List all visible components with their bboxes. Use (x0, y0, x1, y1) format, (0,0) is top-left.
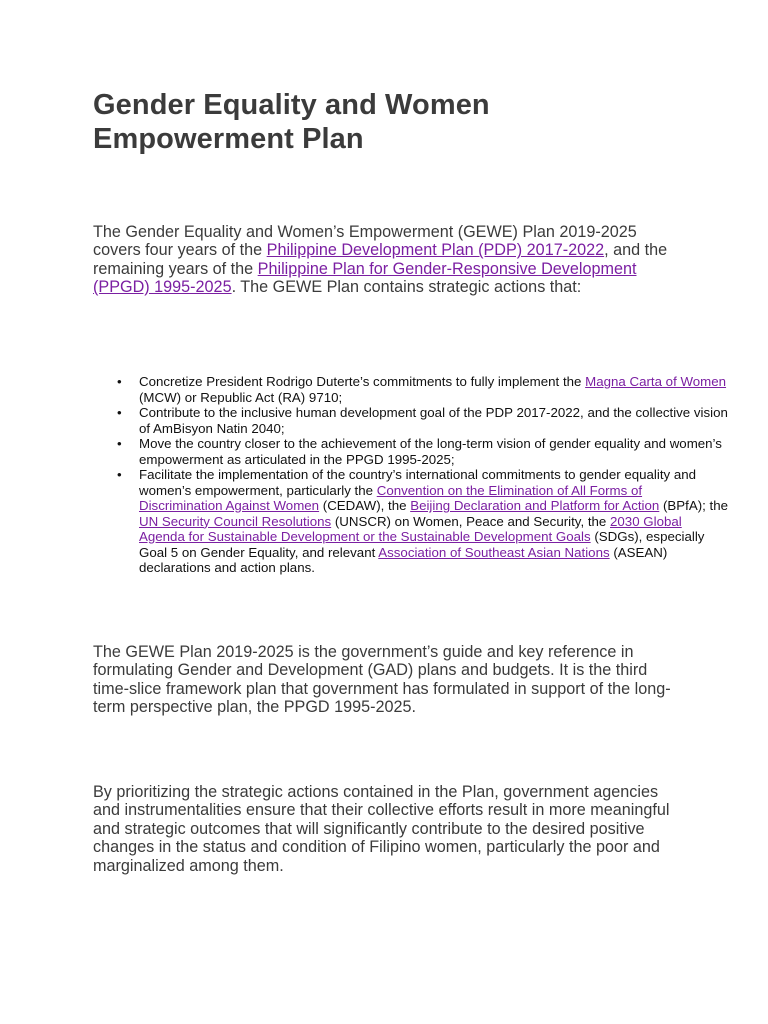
list-item (117, 467, 729, 576)
list-item (117, 436, 729, 467)
asean-link[interactable]: Association of Southeast Asian Nations (378, 544, 610, 560)
document-page (93, 88, 729, 875)
list-item-text: (SDGs), especially Goal 5 on Gender Equality, and relevant (139, 529, 705, 560)
pdp-link[interactable]: Philippine Development Plan (PDP) 2017-2022 (266, 241, 605, 260)
list-item-text: (ASEAN) declarations and action plans. (139, 544, 668, 575)
bullet-icon: • (117, 374, 122, 389)
prioritization-paragraph: By prioritizing the strategic actions contained in the Plan, government agencies and instrumentalities ensure that their collective efforts result in more meaningful and strategic outcomes that will significantly contribute to the desired positive changes in the status and condition of Filipino women, particularly the poor and marginalized among them. (93, 783, 670, 875)
intro-paragraph (93, 223, 683, 297)
bullet-icon: • (117, 405, 122, 420)
list-item-text: (BPfA); the (659, 498, 729, 513)
beijing-declaration-link[interactable]: Beijing Declaration and Platform for Action (410, 498, 660, 513)
intro-text-1: The Gender Equality and Women’s Empowerment (GEWE) Plan 2019-2025 covers four years of the (93, 223, 637, 260)
list-item-text: Move the country closer to the achievement of the long-term vision of gender equality and women’s empowerment as articulated in the PPGD 1995-2025; (139, 436, 722, 467)
bullet-icon: • (117, 467, 122, 482)
list-item (117, 374, 729, 405)
page-title: Gender Equality and Women Empowerment Plan (93, 89, 490, 155)
cedaw-link[interactable]: Convention on the Elimination of All Forms of Discrimination Against Women (139, 482, 643, 513)
ppgd-link[interactable]: Philippine Plan for Gender-Responsive Development (PPGD) 1995-2025 (93, 259, 637, 297)
gewe-guide-paragraph: The GEWE Plan 2019-2025 is the government’s guide and key reference in formulating Gender and Development (GAD) plans and budgets. It is the third time-slice framework plan that government has formulated in support of the long-term perspective plan, the PPGD 1995-2025. (93, 643, 671, 717)
unscr-link[interactable]: UN Security Council Resolutions (139, 513, 332, 529)
list-item-text: Contribute to the inclusive human development goal of the PDP 2017-2022, and the collective vision of AmBisyon Natin 2040; (139, 405, 728, 436)
intro-text-2: , and the remaining years of the (93, 241, 668, 278)
list-item-text: Facilitate the implementation of the country’s international commitments to gender equality and women’s empowerment, particularly the (139, 467, 697, 498)
list-item-text: (CEDAW), the (319, 498, 411, 513)
list-item-text: (MCW) or Republic Act (RA) 9710; (139, 389, 343, 405)
list-item (117, 405, 729, 436)
intro-text-3: . The GEWE Plan contains strategic actions that: (231, 278, 582, 297)
sdg-link[interactable]: 2030 Global Agenda for Sustainable Development or the Sustainable Development Goals (139, 513, 682, 544)
strategic-actions-list (93, 374, 729, 576)
magna-carta-link[interactable]: Magna Carta of Women (585, 374, 727, 389)
list-item-text: Concretize President Rodrigo Duterte’s commitments to fully implement the (139, 374, 586, 389)
list-item-text: (UNSCR) on Women, Peace and Security, the (331, 513, 611, 529)
bullet-icon: • (117, 436, 122, 451)
